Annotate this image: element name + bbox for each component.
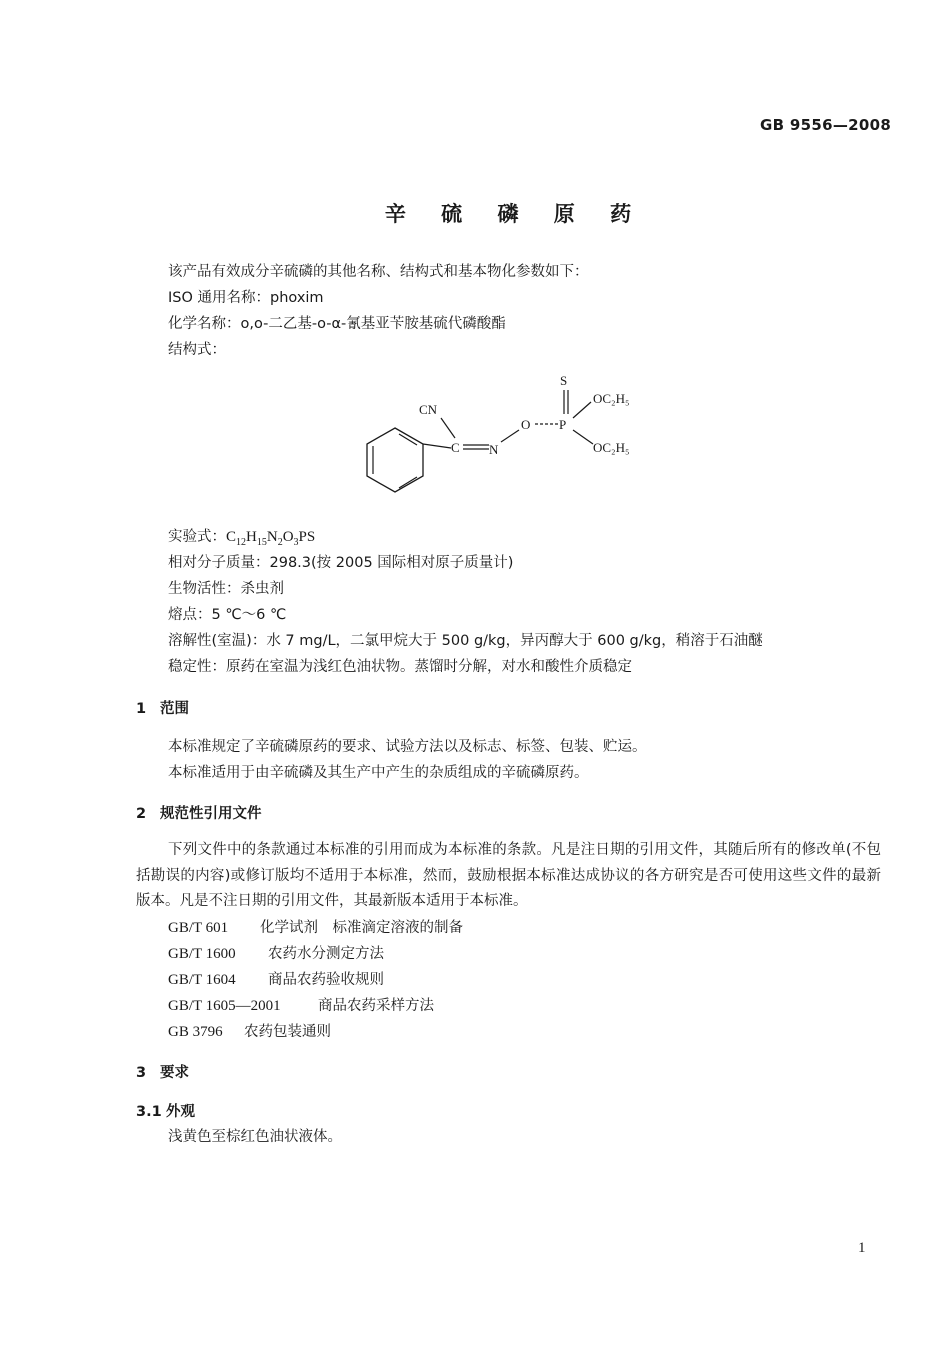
melting-point: 熔点：5 ℃～6 ℃ bbox=[168, 607, 287, 623]
solubility: 溶解性(室温)：水 7 mg/L，二氯甲烷大于 500 g/kg，异丙醇大于 600 g/kg，稍溶于石油醚 bbox=[168, 633, 763, 649]
structural-formula bbox=[355, 370, 655, 505]
stability: 稳定性：原药在室温为浅红色油状物。蒸馏时分解，对水和酸性介质稳定 bbox=[168, 659, 632, 675]
iso-name: ISO 通用名称：phoxim bbox=[168, 290, 324, 306]
ref-item: GB/T 1604 商品农药验收规则 bbox=[168, 972, 384, 988]
ref-item: GB/T 1600 农药水分测定方法 bbox=[168, 946, 384, 962]
formula-value: $C_{12}H_{15}N_2O_3PS$ bbox=[226, 529, 316, 548]
atom-n: N bbox=[489, 442, 499, 457]
chemical-name: 化学名称：o,o-二乙基-o-α-氰基亚苄胺基硫代磷酸酯 bbox=[168, 316, 506, 332]
molar-mass: 相对分子质量：298.3(按 2005 国际相对原子质量计) bbox=[168, 555, 514, 571]
group-oc2h5-bottom: OC₂H₅ bbox=[593, 440, 630, 455]
ref-item: GB/T 1605—2001 商品农药采样方法 bbox=[168, 998, 434, 1014]
section-3-1-heading: 3.1 外观 bbox=[136, 1104, 195, 1120]
c-cn-bond bbox=[441, 418, 455, 438]
section-3-1-text: 浅黄色至棕红色油状液体。 bbox=[168, 1129, 342, 1145]
group-oc2h5-top: OC₂H₅ bbox=[593, 391, 630, 406]
atom-c: C bbox=[451, 440, 460, 455]
atom-s: S bbox=[560, 373, 568, 388]
biological-activity: 生物活性：杀虫剂 bbox=[168, 581, 284, 597]
ref-item: GB 3796 农药包装通则 bbox=[168, 1024, 331, 1040]
p-oc2h5-bottom-bond bbox=[573, 430, 593, 444]
page-number: 1 bbox=[858, 1240, 866, 1256]
section-1-p2: 本标准适用于由辛硫磷及其生产中产生的杂质组成的辛硫磷原药。 bbox=[168, 765, 589, 781]
benzene-ring bbox=[367, 428, 423, 492]
atom-p: P bbox=[559, 417, 567, 432]
ring-c-bond bbox=[423, 444, 451, 448]
intro-lead: 该产品有效成分辛硫磷的其他名称、结构式和基本物化参数如下： bbox=[168, 264, 589, 280]
empirical-formula bbox=[168, 527, 315, 553]
section-1-p1: 本标准规定了辛硫磷原药的要求、试验方法以及标志、标签、包装、贮运。 bbox=[168, 739, 647, 755]
formula-label: 实验式： bbox=[168, 529, 226, 545]
ref-item: GB/T 601 化学试剂 标准滴定溶液的制备 bbox=[168, 920, 463, 936]
section-2-paragraph: 下列文件中的条款通过本标准的引用而成为本标准的条款。凡是注日期的引用文件，其随后所有的修改单(不包括勘误的内容)或修订版均不适用于本标准，然而，鼓励根据本标准达成协议的各方研究是否可使用这些文件的最新版本。凡是不注日期的引用文件，其最新版本适用于本标准。 bbox=[136, 842, 881, 909]
structure-label: 结构式： bbox=[168, 342, 226, 358]
atom-o: O bbox=[521, 417, 531, 432]
section-1-heading: 1 范围 bbox=[136, 701, 189, 717]
section-2-heading: 2 规范性引用文件 bbox=[136, 806, 262, 822]
section-3-heading: 3 要求 bbox=[136, 1065, 189, 1081]
group-cn: CN bbox=[419, 402, 438, 417]
n-o-bond bbox=[501, 430, 519, 442]
page-title: 辛 硫 磷 原 药 bbox=[384, 202, 646, 226]
p-oc2h5-top-bond bbox=[573, 402, 591, 418]
standard-code: GB 9556—2008 bbox=[760, 116, 892, 134]
